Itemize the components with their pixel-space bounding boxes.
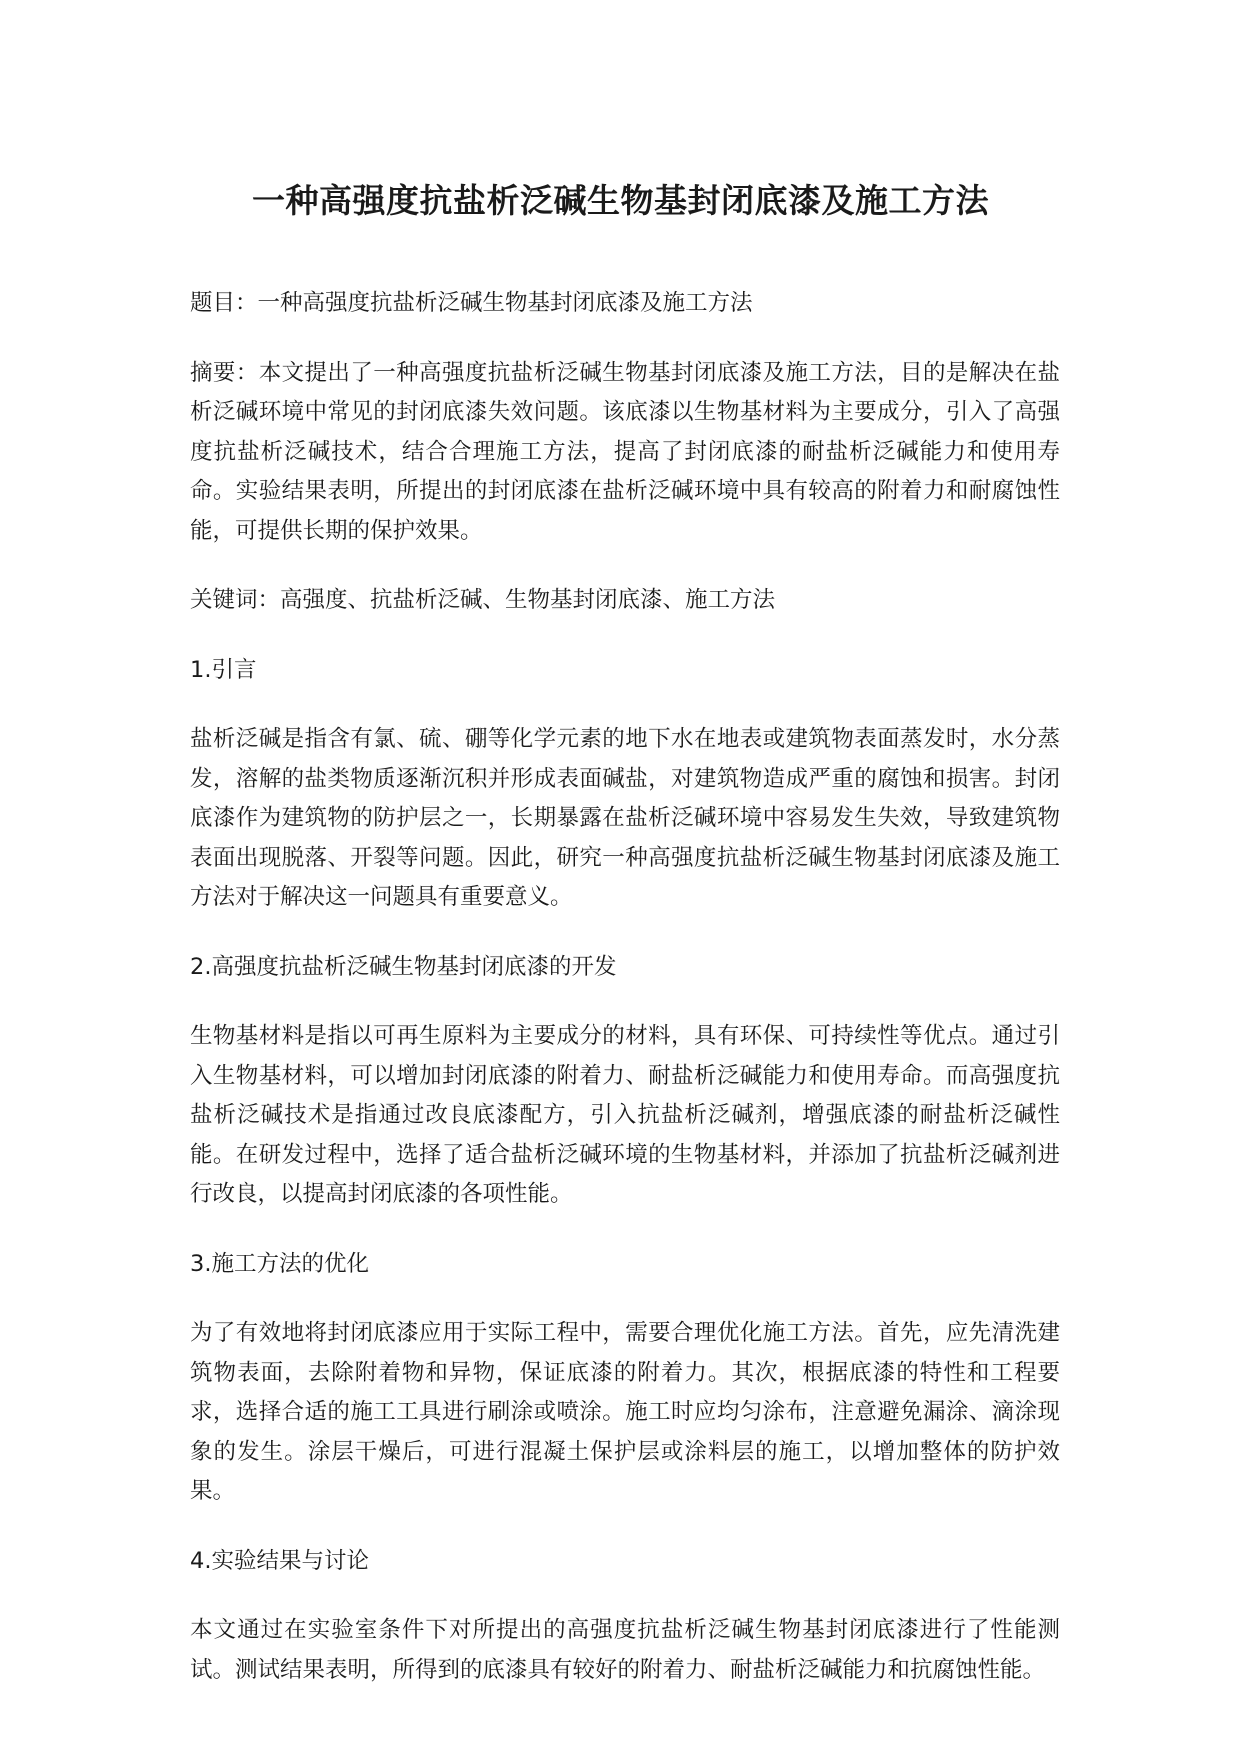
keywords-line: 关键词：高强度、抗盐析泛碱、生物基封闭底漆、施工方法 [190, 587, 776, 613]
section-body-results: 本文通过在实验室条件下对所提出的高强度抗盐析泛碱生物基封闭底漆进行了性能测试。测试结果表明，所得到的底漆具有较好的附着力、耐盐析泛碱能力和抗腐蚀性能。 [190, 1617, 1060, 1683]
section-heading-introduction: 1.引言 [190, 656, 257, 683]
section-heading-construction-method: 3.施工方法的优化 [190, 1250, 369, 1277]
document-title: 一种高强度抗盐析泛碱生物基封闭底漆及施工方法 [252, 181, 989, 220]
section-heading-development: 2.高强度抗盐析泛碱生物基封闭底漆的开发 [190, 953, 617, 980]
section-body-construction-method: 为了有效地将封闭底漆应用于实际工程中，需要合理优化施工方法。首先，应先清洗建筑物表面，去除附着物和异物，保证底漆的附着力。其次，根据底漆的特性和工程要求，选择合适的施工工具进行刷涂或喷涂。施工时应均匀涂布，注意避免漏涂、滴涂现象的发生。涂层干燥后，可进行混凝土保护层或涂料层的施工，以增加整体的防护效果。 [190, 1320, 1060, 1504]
abstract-paragraph: 摘要：本文提出了一种高强度抗盐析泛碱生物基封闭底漆及施工方法，目的是解决在盐析泛碱环境中常见的封闭底漆失效问题。该底漆以生物基材料为主要成分，引入了高强度抗盐析泛碱技术，结合合理施工方法，提高了封闭底漆的耐盐析泛碱能力和使用寿命。实验结果表明，所提出的封闭底漆在盐析泛碱环境中具有较高的附着力和耐腐蚀性能，可提供长期的保护效果。 [190, 359, 1060, 544]
document-body [190, 284, 1060, 1720]
section-body-development: 生物基材料是指以可再生原料为主要成分的材料，具有环保、可持续性等优点。通过引入生物基材料，可以增加封闭底漆的附着力、耐盐析泛碱能力和使用寿命。而高强度抗盐析泛碱技术是指通过改良底漆配方，引入抗盐析泛碱剂，增强底漆的耐盐析泛碱性能。在研发过程中，选择了适合盐析泛碱环境的生物基材料，并添加了抗盐析泛碱剂进行改良，以提高封闭底漆的各项性能。 [190, 1023, 1060, 1207]
section-heading-results: 4.实验结果与讨论 [190, 1547, 369, 1574]
topic-line: 题目：一种高强度抗盐析泛碱生物基封闭底漆及施工方法 [190, 290, 753, 316]
section-body-introduction: 盐析泛碱是指含有氯、硫、硼等化学元素的地下水在地表或建筑物表面蒸发时，水分蒸发，溶解的盐类物质逐渐沉积并形成表面碱盐，对建筑物造成严重的腐蚀和损害。封闭底漆作为建筑物的防护层之一，长期暴露在盐析泛碱环境中容易发生失效，导致建筑物表面出现脱落、开裂等问题。因此，研究一种高强度抗盐析泛碱生物基封闭底漆及施工方法对于解决这一问题具有重要意义。 [190, 726, 1060, 910]
